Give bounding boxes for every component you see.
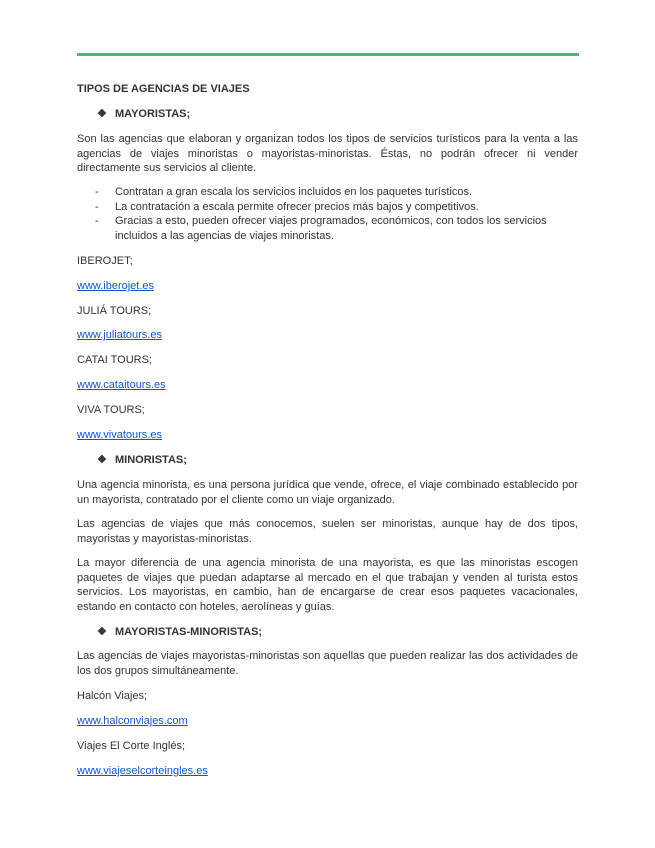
section-heading-mayoristas bbox=[97, 107, 598, 122]
company-name: Halcón Viajes; bbox=[77, 690, 148, 702]
document-title: TIPOS DE AGENCIAS DE VIAJES bbox=[77, 83, 250, 95]
company-link[interactable]: www.halconviajes.com bbox=[77, 715, 188, 727]
minoristas-paragraph: La mayor diferencia de una agencia minorista de una mayorista, es que las minoristas escogen paquetes de viajes que puedan adaptarse al mercado en el que trabajan y venden al turista estos servicios. Los mayoristas, en cambio, han de encargarse de crear esos paquetes vacacionales, estando en contacto con hoteles, aerolíneas y guías. bbox=[77, 557, 578, 613]
company-name: JULIÁ TOURS; bbox=[77, 305, 152, 317]
list-item: - Contratan a gran escala los servicios incluidos en los paquetes turísticos. bbox=[95, 186, 473, 198]
section-heading-mayoristas-minoristas bbox=[97, 625, 598, 640]
section-heading-label: MAYORISTAS; bbox=[115, 108, 191, 120]
list-item: - La contratación a escala permite ofrecer precios más bajos y competitivos. bbox=[95, 200, 479, 213]
mayoristas-paragraph: Son las agencias que elaboran y organizan todos los tipos de servicios turísticos para la venta a las agencias de viajes minoristas o mayoristas-minoristas. Éstas, no podrán ofrecer ni vender directamente sus servicios al cliente. bbox=[77, 133, 578, 174]
list-item: - Gracias a esto, pueden ofrecer viajes programados, económicos, con todos los servicios incluidos a las agencias de viajes minoristas. bbox=[95, 215, 547, 242]
diamond-bullet-icon: ❖ bbox=[97, 626, 107, 638]
mayoristas-list bbox=[77, 185, 578, 243]
section-heading-label: MINORISTAS; bbox=[115, 454, 187, 466]
section-heading-label: MAYORISTAS-MINORISTAS; bbox=[115, 626, 263, 638]
company-link[interactable]: www.cataitours.es bbox=[77, 379, 166, 391]
company-name: Viajes El Corte Inglés; bbox=[77, 740, 186, 752]
diamond-bullet-icon: ❖ bbox=[97, 454, 107, 466]
company-name: CATAI TOURS; bbox=[77, 354, 152, 366]
minoristas-paragraph: Las agencias de viajes que más conocemos, suelen ser minoristas, aunque hay de dos tipos, mayoristas y mayoristas-minoristas. bbox=[77, 518, 578, 545]
header-divider bbox=[77, 53, 579, 56]
mayoristas-minoristas-paragraph: Las agencias de viajes mayoristas-minoristas son aquellas que pueden realizar las dos actividades de los dos grupos simultáneamente. bbox=[77, 650, 578, 677]
company-link[interactable]: www.juliatours.es bbox=[77, 329, 162, 341]
diamond-bullet-icon: ❖ bbox=[97, 108, 107, 120]
company-name: VIVA TOURS; bbox=[77, 404, 145, 416]
minoristas-paragraph: Una agencia minorista, es una persona jurídica que vende, ofrece, el viaje combinado establecido por un mayorista, contratado por el cliente como un viaje organizado. bbox=[77, 479, 578, 506]
section-heading-minoristas bbox=[97, 453, 598, 468]
company-link[interactable]: www.vivatours.es bbox=[77, 429, 162, 441]
company-link[interactable]: www.iberojet.es bbox=[77, 280, 155, 292]
company-link[interactable]: www.viajeselcorteingles.es bbox=[77, 765, 208, 777]
company-name: IBEROJET; bbox=[77, 255, 133, 267]
